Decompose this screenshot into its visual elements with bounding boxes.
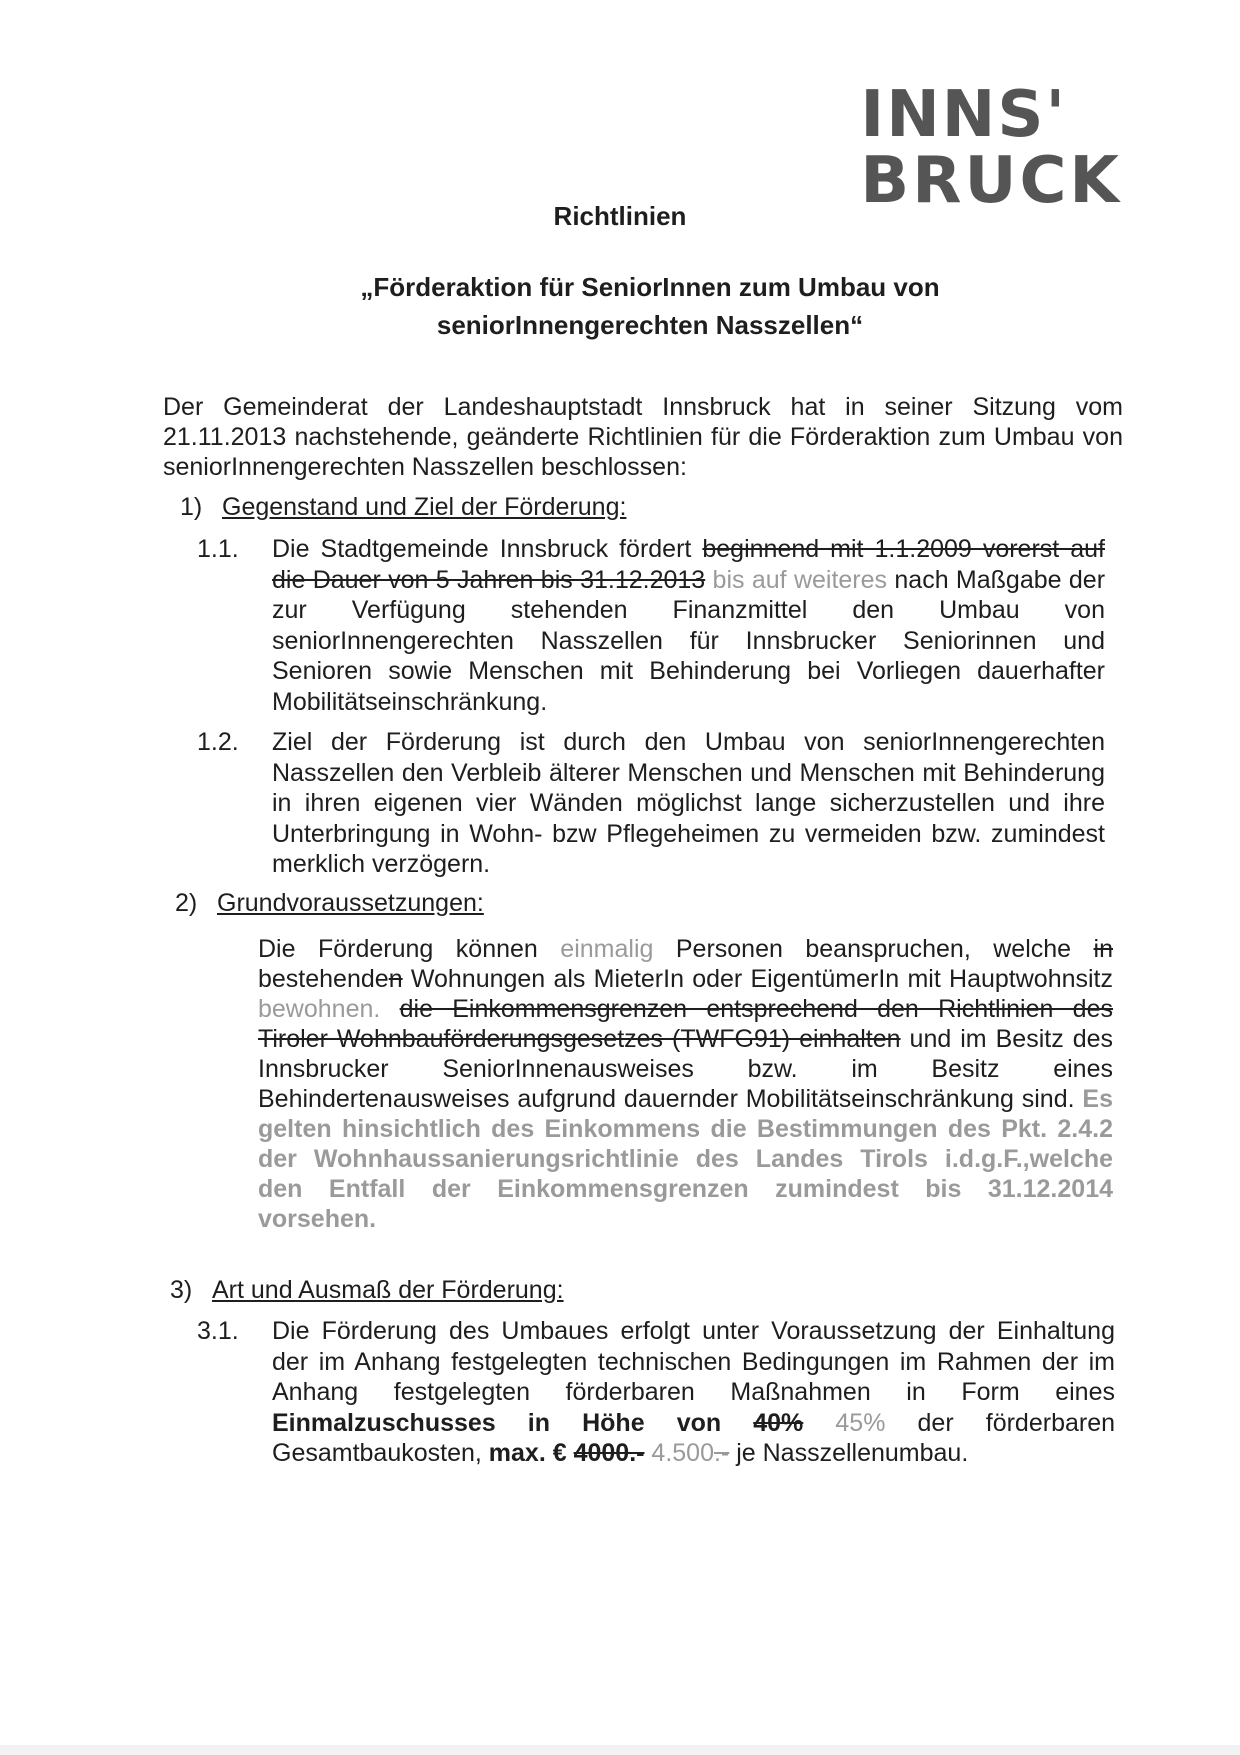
section-2-body	[258, 934, 1113, 1234]
added-text: einmalig	[560, 935, 654, 963]
section-3-heading	[170, 1275, 564, 1305]
added-text: 45%	[803, 1408, 886, 1437]
scan-edge	[0, 1745, 1240, 1755]
text-run: Die Förderung können	[258, 935, 561, 963]
text-run: Personen beanspruchen, welche	[653, 935, 1094, 963]
struck-text: in	[1093, 935, 1114, 963]
item-number: 1.2.	[197, 728, 239, 756]
section-title: Gegenstand und Ziel der Förderung:	[222, 493, 627, 521]
item-3-1	[197, 1316, 1115, 1496]
struck-text: 40%	[753, 1408, 804, 1437]
struck-text: beginnend mit 1.1.2009 vorerst auf die Dauer von 5 Jahren bis 31.12.2013	[272, 535, 1105, 594]
bold-text: max. €	[488, 1439, 574, 1467]
item-1-2	[197, 727, 1105, 887]
document-title: Richtlinien	[553, 201, 687, 231]
item-number: 3.1.	[197, 1317, 239, 1345]
section-number: 3)	[170, 1276, 193, 1304]
text-run: Die Förderung des Umbaues erfolgt unter Voraussetzung der Einhaltung der im Anhang festgelegten technischen Bedingungen im Rahmen der im Anhang festgelegten förderbaren Maßnahmen in Form eines	[272, 1317, 1115, 1406]
text-run: nach Maßgabe der zur Verfügung stehenden Finanzmittel den Umbau von seniorInnengerechten Nasszellen für Innsbrucker Seniorinnen und Senioren sowie Menschen mit Behinderung bei Vorliegen dauerhafter Mobilitätseinschränkung.	[272, 565, 1106, 716]
subtitle-line-2: seniorInnengerechten Nasszellen“	[436, 310, 864, 340]
section-2-heading	[175, 888, 484, 918]
item-number: 1.1.	[197, 535, 239, 563]
text-run: Die Stadtgemeinde Innsbruck fördert	[272, 535, 703, 563]
document-subtitle	[300, 268, 1000, 344]
section-title: Grundvoraussetzungen:	[217, 889, 484, 917]
section-1-heading	[180, 492, 626, 522]
text-run: bestehende	[258, 965, 389, 993]
item-text: Ziel der Förderung ist durch den Umbau von seniorInnengerechten Nasszellen den Verbleib älterer Menschen und Menschen mit Behinderung in ihren eigenen vier Wänden möglichst lange sicherzustellen und ihre Unterbringung in Wohn- bzw Pflegeheimen zu vermeiden bzw. zumindest merklich verzögern.	[272, 728, 1105, 878]
struck-text: 4000.-	[573, 1439, 645, 1467]
struck-text: die Einkommensgrenzen entsprechend den Richtlinien des Tiroler Wohnbauförderungsgesetzes (TWFG91) einhalten	[258, 995, 1113, 1053]
added-text: Es gelten hinsichtlich des Einkommens die Bestimmungen des Pkt. 2.4.2 der Wohnhaussanierungsrichtlinie des Landes Tirols i.d.g.F.,welche den Entfall der Einkommensgrenzen zumindest bis 31.12.2014 vorsehen.	[258, 1085, 1113, 1233]
text-run	[380, 995, 399, 1023]
text-run: je Nasszellenumbau.	[729, 1439, 969, 1467]
added-text: 4.500	[644, 1439, 714, 1467]
intro-paragraph: Der Gemeinderat der Landeshauptstadt Innsbruck hat in seiner Sitzung vom 21.11.2013 nachstehende, geänderte Richtlinien für die Förderaktion zum Umbau von seniorInnengerechten Nasszellen beschlossen:	[163, 393, 1123, 481]
bold-text: Einmalzuschusses in Höhe von	[272, 1408, 754, 1437]
item-text	[272, 534, 1105, 717]
section-number: 1)	[180, 493, 203, 521]
innsbruck-logo	[860, 78, 1122, 218]
text-run: der förderbaren Gesamtbaukosten,	[272, 1408, 1116, 1467]
subtitle-line-1: „Förderaktion für SeniorInnen zum Umbau von	[360, 272, 940, 302]
logo-line-1: INNS'	[860, 78, 1068, 152]
text-run: und im Besitz des Innsbrucker SeniorInnenausweises bzw. im Besitz eines Behindertenausweises aufgrund dauernder Mobilitätseinschränkung sind.	[258, 1025, 1114, 1113]
added-text: bewohnen.	[258, 995, 381, 1023]
item-text	[272, 1316, 1115, 1469]
struck-text: n	[388, 965, 403, 993]
logo-line-2: BRUCK	[860, 144, 1122, 218]
section-title: Art und Ausmaß der Förderung:	[212, 1276, 564, 1304]
item-1-1	[197, 534, 1105, 714]
text-run: Wohnungen als MieterIn oder EigentümerIn mit Hauptwohnsitz	[402, 965, 1113, 993]
added-text: bis auf weiteres	[705, 565, 888, 594]
section-number: 2)	[175, 889, 198, 917]
struck-text: .-	[713, 1439, 730, 1467]
